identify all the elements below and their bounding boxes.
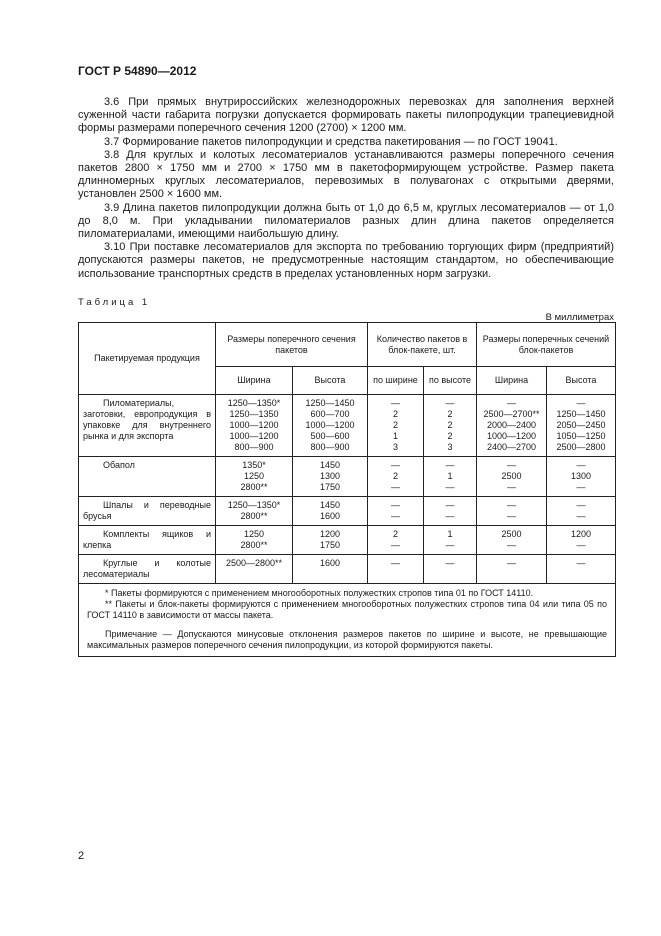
cell-value: 1000—1200 [229,431,279,441]
table-row [79,457,616,497]
cell-height [293,457,368,497]
cell-value: 1250—1450 [305,398,355,408]
product-label: Комплекты ящиков и клепка [83,529,211,550]
table-caption: Таблица 1 [78,297,151,308]
paragraph-3-6: 3.6 При прямых внутрироссийских железнодорожных перевозках для заполнения верхней суженной части габарита погрузки допускается формировать пакеты пилопродукции трапециевидной формы размерами поперечного сечения 1200 (2700) × 1200 мм. [78,96,614,135]
cell-width [216,526,293,555]
cell-value: 1000—1200 [305,420,355,430]
cell-width [216,395,293,457]
cell-value: 2050—2450 [556,420,606,430]
col-header-product: Пакетируемая продукция [79,323,216,395]
col-header-block-sizes: Размеры поперечных сечений блок-пакетов [477,323,616,367]
col-header-width: Ширина [216,367,293,395]
table-body [79,395,616,584]
cell-value: — [391,500,400,510]
product-label: Обапол [103,460,135,470]
cell-width [216,555,293,584]
col-header-height: Высота [293,367,368,395]
cell-value: 1 [392,431,398,441]
cell-value: 2500—2800 [556,442,606,452]
cell-value: 500—600 [310,431,350,441]
packages-table [78,322,616,657]
cell-value: 1000—1200 [229,420,279,430]
cell-value: 3 [447,442,453,452]
cell-by-width [368,395,424,457]
table-row [79,555,616,584]
col-header-package-count: Количество пакетов в блок-пакете, шт. [368,323,477,367]
cell-value: — [507,511,516,521]
cell-height [293,395,368,457]
cell-value: — [576,398,586,408]
cell-value: 1750 [319,540,341,550]
cell-value: 1250 [243,529,265,539]
cell-value: 1000—1200 [486,431,537,441]
cell-block-height [547,526,616,555]
footnote-1: * Пакеты формируются с применением многооборотных полужестких стропов типа 01 по ГОСТ 14110. [105,588,534,598]
cell-value: — [507,398,516,408]
cell-value: — [391,511,400,521]
product-label: Пиломатериалы, заготовки, европродукция в упаковке для внутреннего рынка и для экспорта [83,398,211,441]
cell-value: 1350* [242,460,266,470]
cell-value: 1250—1350 [229,409,279,419]
cell-by-width [368,555,424,584]
cell-by-height [424,555,477,584]
cell-value: — [445,460,455,470]
cell-value: 1200 [570,529,592,539]
cell-width [216,457,293,497]
row-product-name [79,555,216,584]
cell-value: 2800** [240,482,268,492]
cell-block-width [477,555,547,584]
cell-value: 1450 [319,460,341,470]
footnote-2: ** Пакеты и блок-пакеты формируются с применением многооборотных полужестких стропов типа 04 или типа 05 по ГОСТ 14110 в зависимости от массы пакета. [87,599,607,620]
col-header-by-width: по ширине [368,367,424,395]
body-text [78,96,614,281]
cell-by-height [424,395,477,457]
table-note: Примечание — Допускаются минусовые отклонения размеров пакетов по ширине и высоте, не превышающие максимальных размеров поперечного сечения пилопродукции, из которой формируются пакеты. [87,629,607,650]
cell-value: — [445,511,455,521]
cell-value: — [576,482,586,492]
cell-value: 2400—2700 [486,442,537,452]
cell-value: — [507,558,516,568]
cell-by-width [368,497,424,526]
cell-value: — [391,540,400,550]
cell-width [216,497,293,526]
cell-height [293,555,368,584]
cell-value: 2 [392,409,398,419]
cell-block-width [477,526,547,555]
cell-value: — [445,482,455,492]
cell-value: 1050—1250 [556,431,606,441]
cell-value: 1300 [319,471,341,481]
cell-value: — [391,398,400,408]
cell-by-width [368,526,424,555]
cell-value: 2500 [501,529,522,539]
row-product-name [79,526,216,555]
cell-value: 2 [392,529,398,539]
cell-value: 600—700 [310,409,350,419]
cell-block-height [547,457,616,497]
cell-value: 1450 [319,500,341,510]
cell-value: — [507,482,516,492]
cell-value: — [507,460,516,470]
cell-value: 800—900 [310,442,350,452]
row-product-name [79,497,216,526]
cell-value: — [576,540,586,550]
cell-value: — [576,558,586,568]
cell-value: 1600 [319,511,341,521]
cell-value: 800—900 [234,442,274,452]
cell-value: — [391,482,400,492]
col-header-block-width: Ширина [477,367,547,395]
paragraph-3-9: 3.9 Длина пакетов пилопродукции должна быть от 1,0 до 6,5 м, круглых лесоматериалов — от 1,0 до 8,0 м. При укладывании пиломатериалов разных длин длина пакетов определяется пиломатериалами, имеющими наибольшую длину. [78,201,614,241]
cell-height [293,497,368,526]
cell-by-height [424,526,477,555]
paragraph-3-7: 3.7 Формирование пакетов пилопродукции и средства пакетирования — по ГОСТ 19041. [104,135,558,148]
cell-value: 1250—1350* [227,398,281,408]
cell-block-height [547,555,616,584]
cell-value: 2800** [240,540,268,550]
cell-value: — [576,460,586,470]
cell-value: — [445,558,455,568]
table-row [79,526,616,555]
table-row [79,497,616,526]
col-header-block-height: Высота [547,367,616,395]
cell-value: 2500—2800** [225,558,283,568]
cell-value: 2 [447,431,453,441]
cell-value: — [391,460,400,470]
table-units: В миллиметрах [545,312,614,323]
cell-height [293,526,368,555]
cell-value: — [445,398,455,408]
cell-by-height [424,497,477,526]
cell-block-width [477,457,547,497]
product-label: Шпалы и переводные брусья [83,500,211,521]
cell-value: 2500 [501,471,522,481]
col-header-package-sizes: Размеры поперечного сечения пакетов [216,323,368,367]
cell-value: 1 [447,529,453,539]
cell-value: 1250 [243,471,265,481]
cell-value: 2800** [240,511,268,521]
row-product-name [79,395,216,457]
cell-value: 1750 [319,482,341,492]
paragraph-3-10: 3.10 При поставке лесоматериалов для экспорта по требованию торгующих фирм (предприятий) допускаются размеры пакетов, не предусмотренные настоящим стандартом, но обеспечивающие использование транспортных средств в пределах установленных норм загрузки. [78,241,614,280]
cell-value: 1200 [319,529,341,539]
paragraph-3-8: 3.8 Для круглых и колотых лесоматериалов устанавливаются размеры поперечного сечения пакетов 2800 × 1750 мм и 2700 × 1750 мм в пакетоформирующем устройстве. Размер пакета длинномерных круглых лесоматериалов, перевозимых в полувагонах с открытыми дверями, установлен 2500 × 1600 мм. [78,148,614,201]
cell-value: 1250—1450 [556,409,606,419]
cell-value: 2 [392,420,398,430]
cell-value: 1 [447,471,453,481]
cell-value: 1300 [570,471,592,481]
cell-by-width [368,457,424,497]
row-product-name [79,457,216,497]
cell-block-height [547,395,616,457]
table-notes [79,584,616,657]
cell-value: 2000—2400 [486,420,537,430]
cell-value: 2 [392,471,398,481]
cell-value: 1600 [319,558,341,568]
cell-by-height [424,457,477,497]
cell-value: 2500—2700** [483,409,540,419]
cell-value: — [507,540,516,550]
cell-value: 3 [392,442,398,452]
cell-block-width [477,497,547,526]
col-header-by-height: по высоте [424,367,477,395]
cell-value: 1250—1350* [227,500,281,510]
cell-value: 2 [447,420,453,430]
product-label: Круглые и колотые лесоматериалы [83,558,211,579]
document-header: ГОСТ Р 54890—2012 [78,64,197,78]
cell-value: — [445,500,455,510]
cell-value: — [445,540,455,550]
cell-value: — [391,558,400,568]
page-number: 2 [78,850,85,862]
table-row [79,395,616,457]
cell-block-width [477,395,547,457]
cell-value: — [507,500,516,510]
cell-block-height [547,497,616,526]
cell-value: — [576,511,586,521]
cell-value: — [576,500,586,510]
cell-value: 2 [447,409,453,419]
